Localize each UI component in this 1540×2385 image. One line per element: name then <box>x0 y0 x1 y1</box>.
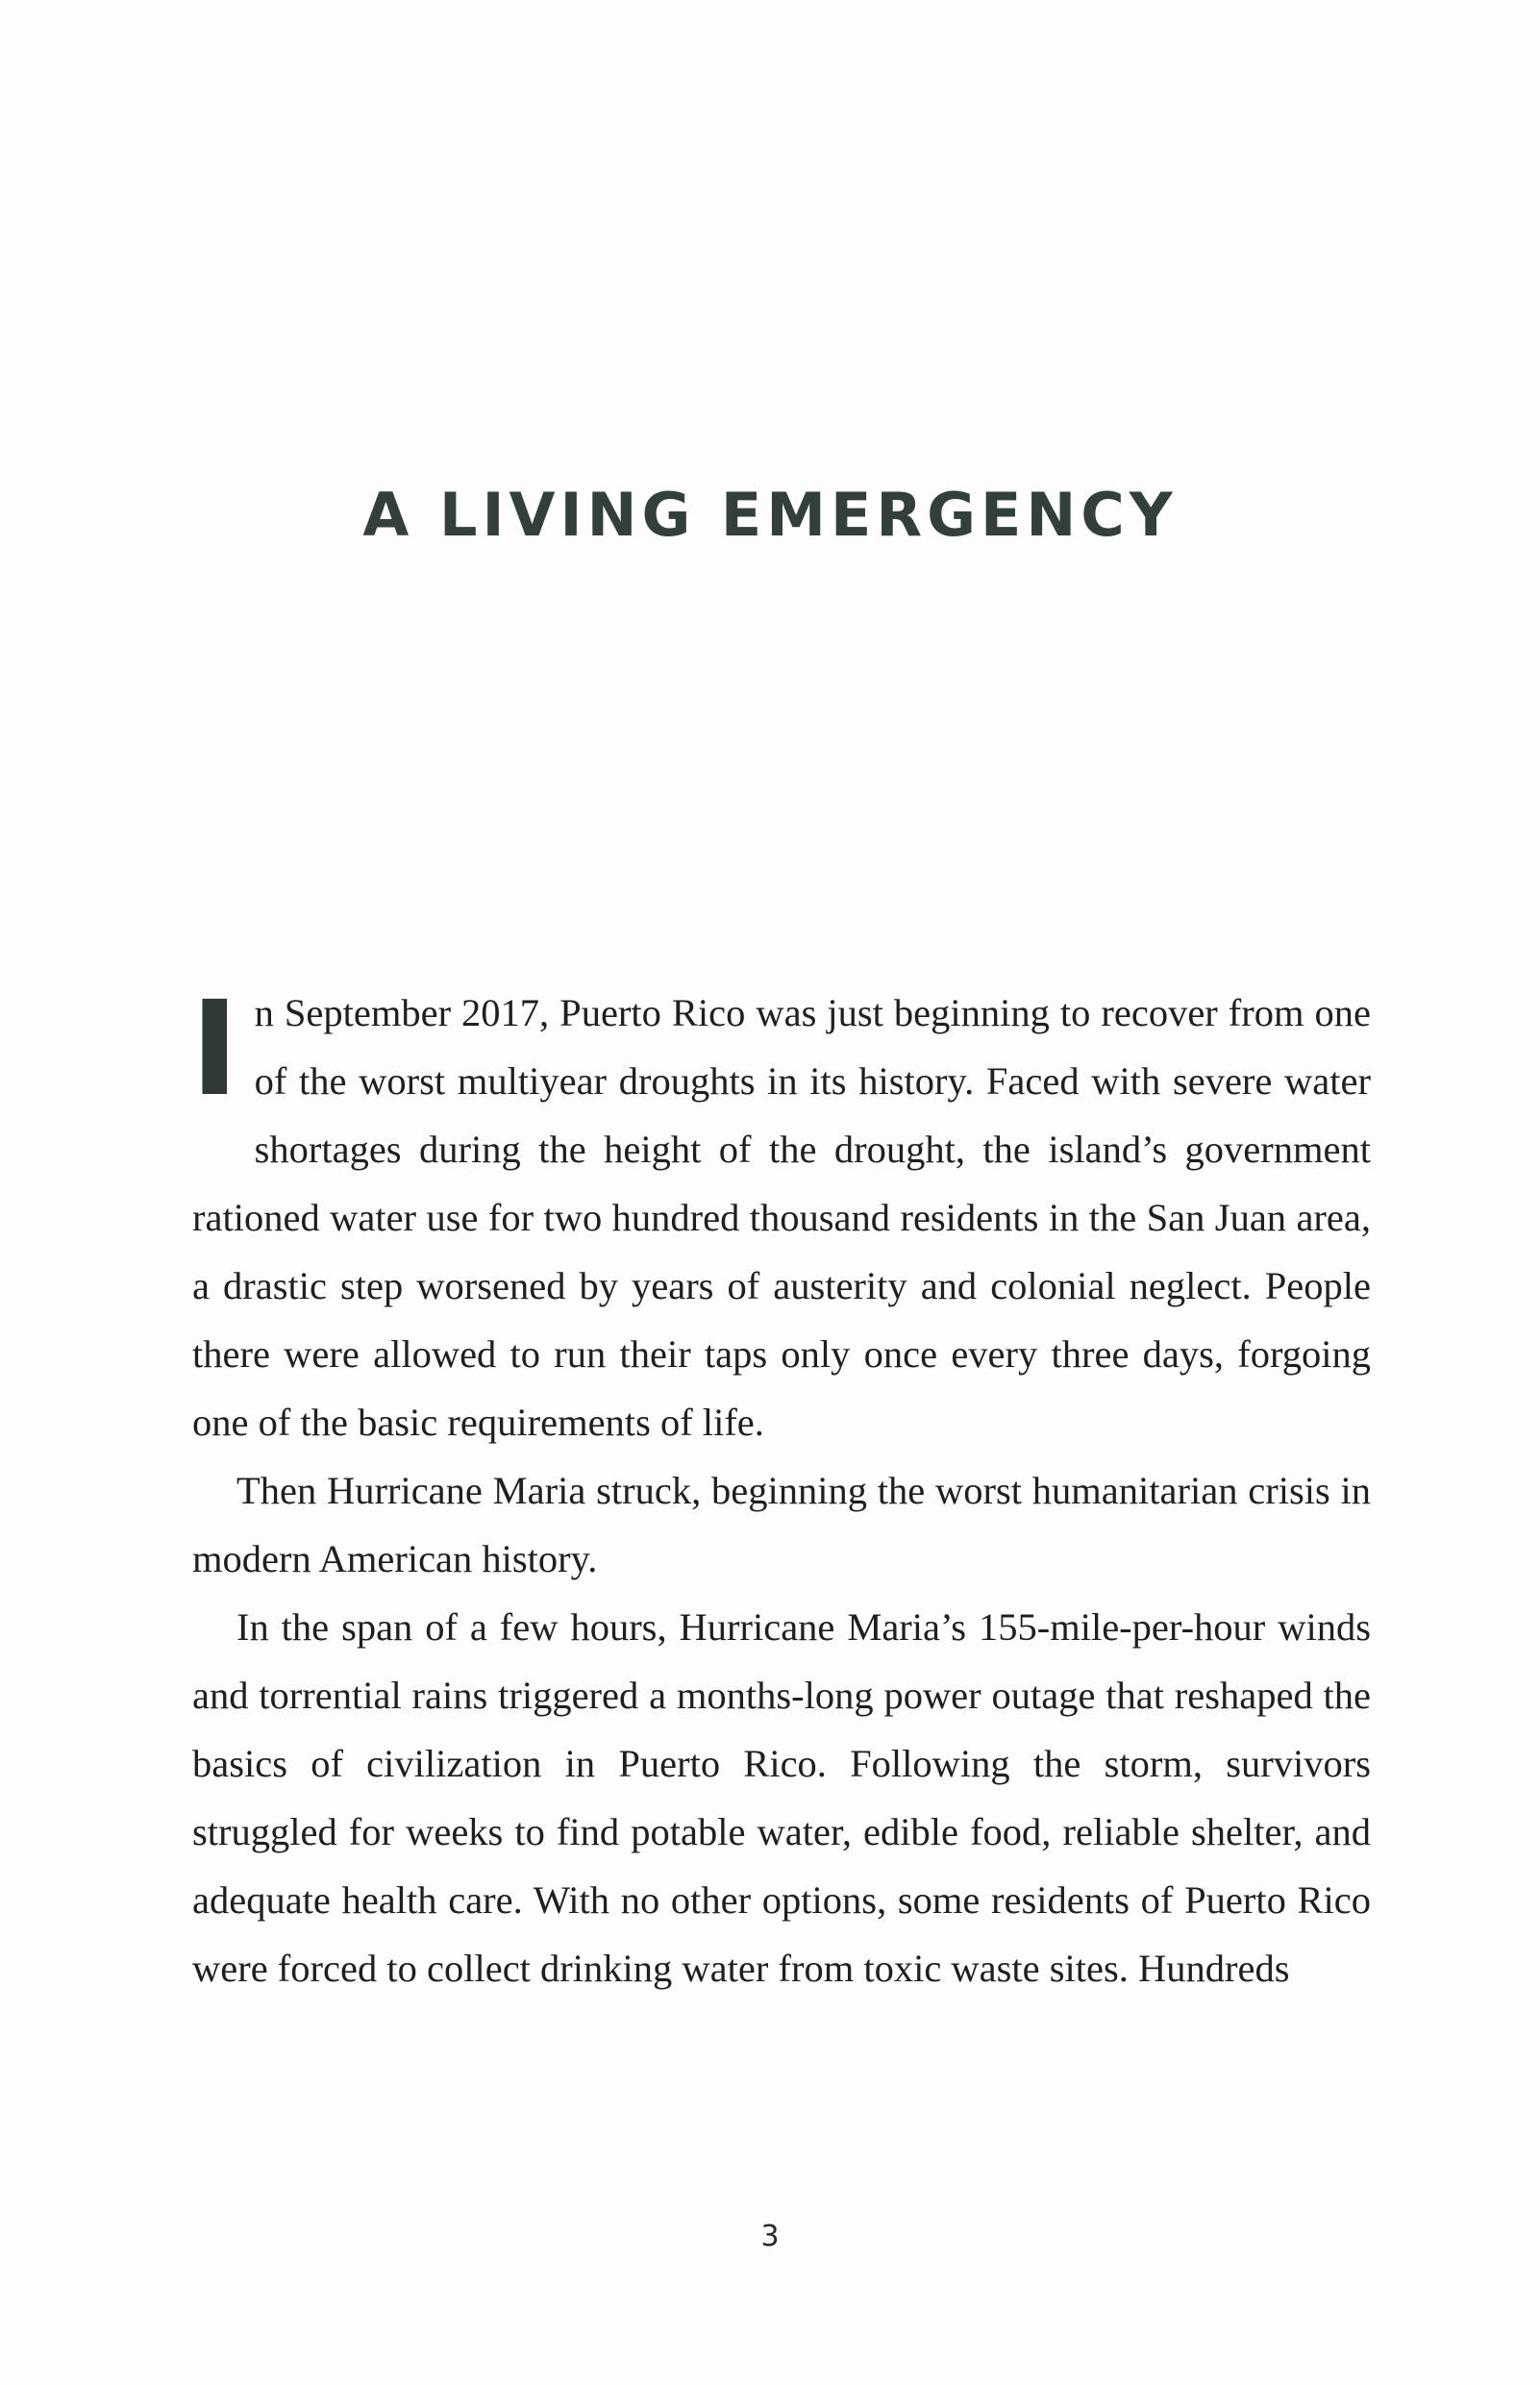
chapter-title: A LIVING EMERGENCY <box>362 480 1178 550</box>
paragraph-1-text: n September 2017, Puerto Rico was just beginning to recover from one of the worst multiyear droughts in its history. Faced with severe water shortages during the height of the drought, the island’s government rationed water use for two hundred thousand residents in the San Juan area, a drastic step worsened by years of austerity and colonial neglect. People there were allowed to run their taps only once every three days, forgoing one of the basic requirements of life. <box>192 991 1371 1444</box>
paragraph-3: In the span of a few hours, Hurricane Maria’s 155-mile-per-hour winds and torrential rains triggered a months-long power outage that reshaped the basics of civilization in Puerto Rico. Following the storm, survivors struggled for weeks to find potable water, edible food, reliable shelter, and adequate health care. With no other options, some residents of Puerto Rico were forced to collect drinking water from toxic waste sites. Hundreds <box>192 1605 1371 1990</box>
paragraph-1 <box>190 974 1371 1456</box>
chapter-body <box>190 974 1371 2002</box>
paragraph-2: Then Hurricane Maria struck, beginning the worst humanitarian crisis in modern American history. <box>192 1469 1371 1580</box>
page-number: 3 <box>760 2220 780 2253</box>
drop-cap: I <box>190 974 239 1126</box>
